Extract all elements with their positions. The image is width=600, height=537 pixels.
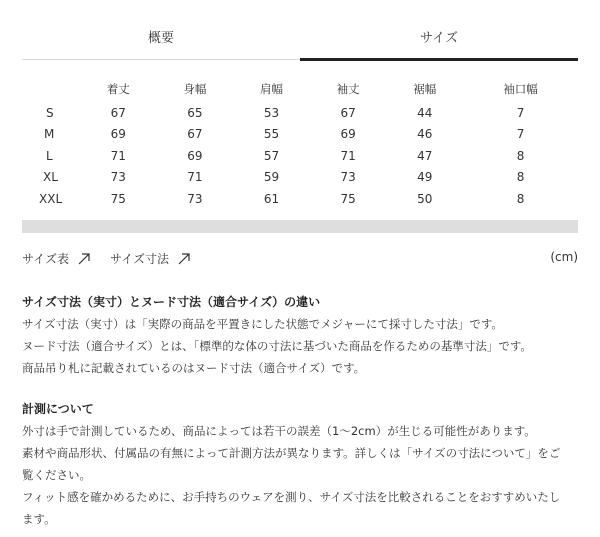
table-cell: 53: [263, 105, 280, 120]
size-label: XXL: [39, 191, 63, 206]
table-cell: 73: [187, 191, 203, 206]
table-cell: 50: [417, 191, 433, 206]
table-row: [22, 145, 578, 167]
table-cell: 73: [340, 170, 356, 185]
table-cell: 69: [340, 127, 356, 142]
size-chart-link[interactable]: [22, 250, 91, 267]
table-cell: 7: [516, 105, 525, 120]
table-header: 肩幅: [260, 82, 284, 96]
table-cell: 55: [263, 127, 280, 142]
section-heading: サイズ寸法（実寸）とヌード寸法（適合サイズ）の違い: [22, 295, 321, 309]
table-cell: 67: [340, 105, 356, 120]
table-cell: 71: [340, 148, 356, 163]
table-header: 身幅: [183, 82, 207, 96]
size-table: [22, 76, 578, 210]
table-cell: 67: [187, 127, 203, 142]
size-label: L: [46, 148, 53, 163]
table-header: 袖丈: [336, 82, 360, 96]
measurement-section: [22, 398, 582, 530]
table-row: [22, 188, 578, 210]
table-cell: 69: [187, 148, 203, 163]
table-cell: 8: [516, 170, 525, 185]
table-cell: 75: [110, 191, 126, 206]
size-label: S: [46, 105, 54, 120]
table-header: 裾幅: [413, 82, 437, 96]
active-tab-indicator: [300, 58, 578, 61]
table-row: [22, 102, 578, 124]
section-heading: 計測について: [22, 402, 94, 416]
table-cell: 57: [263, 148, 280, 163]
table-cell: 75: [340, 191, 356, 206]
external-arrow-icon: [77, 252, 91, 266]
table-cell: 71: [110, 148, 126, 163]
table-header-empty: [22, 76, 80, 102]
tab-bar: [22, 22, 578, 62]
horizontal-scrollbar[interactable]: [22, 220, 578, 233]
table-row: [22, 124, 578, 146]
section-text: ます。: [22, 512, 56, 526]
table-cell: 61: [263, 191, 280, 206]
section-text: 商品吊り札に記載されているのはヌード寸法（適合サイズ）です。: [22, 361, 366, 375]
table-cell: 49: [417, 170, 433, 185]
table-cell: 8: [516, 148, 525, 163]
size-label: M: [44, 127, 55, 142]
table-cell: 73: [110, 170, 126, 185]
table-cell: 67: [110, 105, 126, 120]
size-chart-link-label: サイズ表: [22, 252, 70, 266]
table-cell: 46: [417, 127, 433, 142]
tab-overview[interactable]: 概要: [147, 31, 174, 46]
section-text: 素材や商品形状、付属品の有無によって計測方法が異なります。詳しくは「サイズの寸法について」をご: [22, 446, 561, 460]
table-cell: 47: [417, 148, 433, 163]
table-cell: 69: [110, 127, 126, 142]
unit-label: (cm): [550, 250, 578, 264]
table-header: 袖口幅: [503, 82, 538, 96]
section-text: フィット感を確かめるために、お手持ちのウェアを測り、サイズ寸法を比較されることをおすすめいたし: [22, 490, 561, 504]
table-header: 着丈: [106, 82, 130, 96]
table-cell: 44: [417, 105, 433, 120]
table-cell: 59: [263, 170, 280, 185]
size-measure-link-label: サイズ寸法: [110, 252, 170, 266]
table-row: [22, 167, 578, 189]
section-text: 覧ください。: [22, 468, 91, 482]
section-text: サイズ寸法（実寸）は「実際の商品を平置きにした状態でメジャーにて採寸した寸法」です。: [22, 317, 503, 331]
external-arrow-icon: [177, 252, 191, 266]
table-cell: 65: [187, 105, 203, 120]
size-label: XL: [43, 170, 58, 185]
table-cell: 71: [187, 170, 203, 185]
size-difference-section: [22, 291, 582, 379]
table-header-row: [22, 76, 578, 102]
tab-size[interactable]: サイズ: [420, 31, 458, 46]
size-measure-link[interactable]: [110, 250, 191, 267]
section-text: 外寸は手で計測しているため、商品によっては若干の誤差（1〜2cm）が生じる可能性があります。: [22, 424, 536, 438]
section-text: ヌード寸法（適合サイズ）とは、「標準的な体の寸法に基づいた商品を作るための基準寸法」です。: [22, 339, 532, 353]
table-cell: 8: [516, 191, 525, 206]
table-cell: 7: [516, 127, 525, 142]
